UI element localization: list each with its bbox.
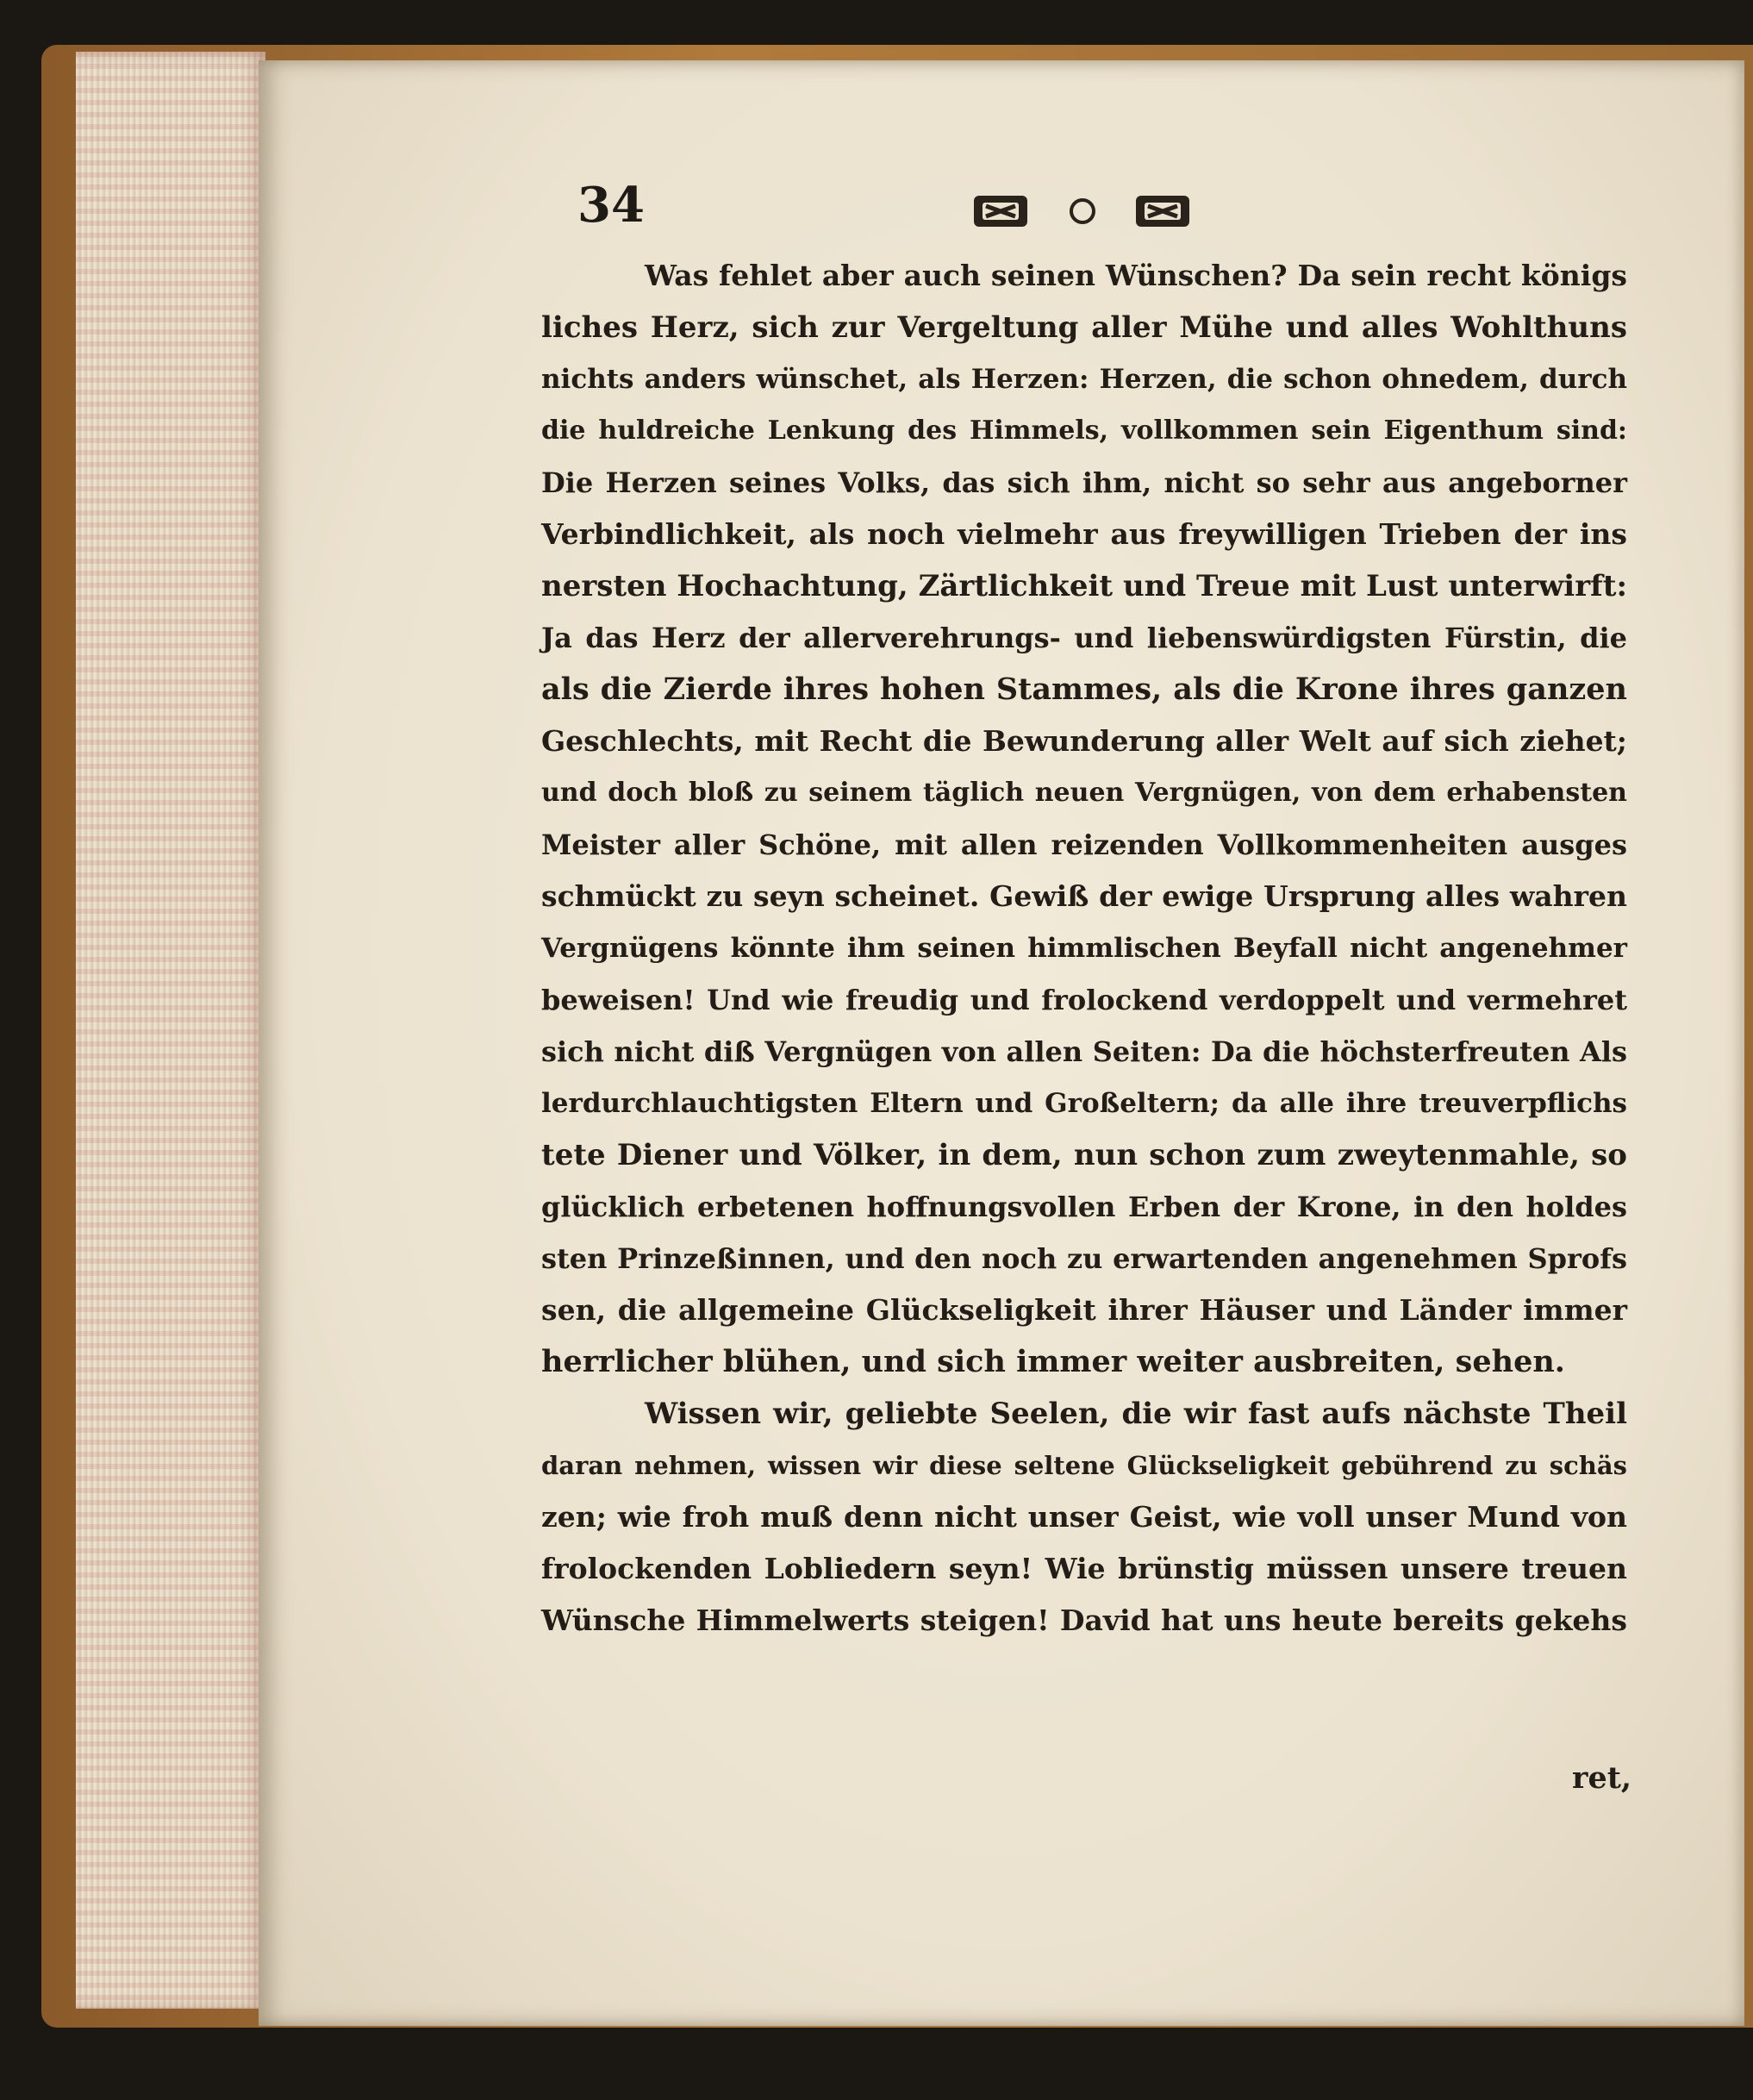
text-line: sen, die allgemeine Glückseligkeit ihrer Häuser und Länder immer [541, 1293, 1627, 1327]
text-line: als die Zierde ihres hohen Stammes, als die Krone ihres ganzen [541, 672, 1627, 707]
text-line: Meister aller Schöne, mit allen reizenden Vollkommenheiten ausges [541, 828, 1627, 861]
catchword: ret, [1572, 1760, 1632, 1796]
text-line: nichts anders wünschet, als Herzen: Herzen, die schon ohnedem, durch [541, 364, 1627, 395]
text-line: sich nicht diß Vergnügen von allen Seiten: Da die höchsterfreuten Als [541, 1035, 1627, 1068]
text-line: tete Diener und Völker, in dem, nun schon zum zweytenmahle, so [541, 1138, 1627, 1172]
text-line: nersten Hochachtung, Zärtlichkeit und Treue mit Lust unterwirft: [541, 569, 1627, 603]
ornamental-header-rule-icon [965, 189, 1198, 234]
text-line: herrlicher blühen, und sich immer weiter ausbreiten, sehen. [541, 1344, 1565, 1379]
text-line: Ja das Herz der allerverehrungs- und liebenswürdigsten Fürstin, die [541, 622, 1627, 654]
text-line: Wünsche Himmelwerts steigen! David hat uns heute bereits gekehs [541, 1603, 1627, 1637]
text-line: und doch bloß zu seinem täglich neuen Vergnügen, von dem erhabensten [541, 778, 1627, 808]
text-line: zen; wie froh muß denn nicht unser Geist, wie voll unser Mund von [541, 1500, 1627, 1534]
text-line: die huldreiche Lenkung des Himmels, vollkommen sein Eigenthum sind: [541, 416, 1627, 446]
text-line: frolockenden Lobliedern seyn! Wie brünstig müssen unsere treuen [541, 1552, 1627, 1585]
text-line: Wissen wir, geliebte Seelen, die wir fast aufs nächste Theil [645, 1397, 1627, 1431]
page-number: 34 [577, 177, 645, 234]
text-line: liches Herz, sich zur Vergeltung aller Mühe und alles Wohlthuns [541, 310, 1627, 345]
text-line: beweisen! Und wie freudig und frolockend verdoppelt und vermehret [541, 984, 1627, 1016]
text-line: Was fehlet aber auch seinen Wünschen? Da sein recht königs [645, 259, 1627, 292]
page-header [552, 177, 1207, 246]
body-text [541, 250, 1627, 1647]
text-line: Verbindlichkeit, als noch vielmehr aus freywilligen Trieben der ins [541, 517, 1627, 551]
page-edges [76, 52, 265, 2009]
text-line: Vergnügens könnte ihm seinen himmlischen Beyfall nicht angenehmer [541, 933, 1627, 964]
text-line: Geschlechts, mit Recht die Bewunderung aller Welt auf sich ziehet; [541, 724, 1627, 758]
text-line: lerdurchlauchtigsten Eltern und Großeltern; da alle ihre treuverpflichs [541, 1088, 1627, 1119]
text-line: Die Herzen seines Volks, das sich ihm, nicht so sehr aus angeborner [541, 466, 1627, 499]
text-line: schmückt zu seyn scheinet. Gewiß der ewige Ursprung alles wahren [541, 879, 1627, 913]
text-line: daran nehmen, wissen wir diese seltene Glückseligkeit gebührend zu schäs [541, 1451, 1627, 1480]
text-line: sten Prinzeßinnen, und den noch zu erwartenden angenehmen Sprofs [541, 1242, 1627, 1275]
text-line: glücklich erbetenen hoffnungsvollen Erben der Krone, in den holdes [541, 1191, 1627, 1223]
